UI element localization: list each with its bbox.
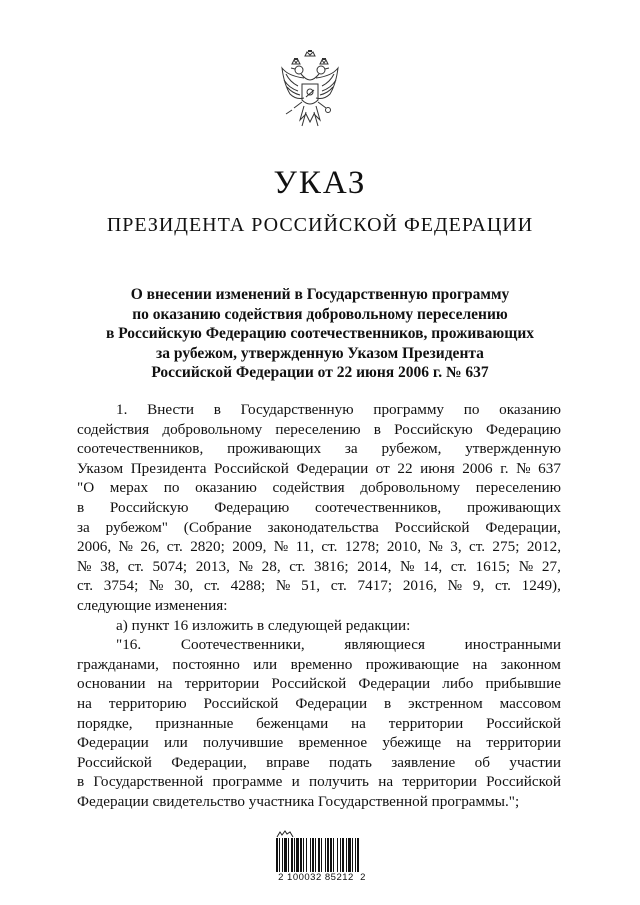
body-line: соотечественников, проживающих за рубежом, утвержденную <box>77 440 561 458</box>
barcode-number: 2 100032 85212 2 <box>278 872 366 883</box>
body-line: основании на территории Российской Федерации либо прибывшие <box>77 675 561 693</box>
body-line: порядке, признанные беженцами на территории Российской <box>77 714 561 732</box>
body-line: в Государственной программе и получить на территории Российской <box>77 773 561 791</box>
heading-line: О внесении изменений в Государственную программу <box>130 286 510 303</box>
barcode-bar <box>346 838 347 872</box>
barcode-bar <box>306 838 307 872</box>
body-line: ст. 3754; № 30, ст. 4288; № 51, ст. 7417; 2016, № 9, ст. 1249), <box>77 577 561 595</box>
scanner-mark-icon <box>276 830 294 838</box>
barcode-bar <box>300 838 302 872</box>
barcode-bar <box>310 838 311 872</box>
decree-body <box>77 400 561 811</box>
body-line: гражданами, постоянно или временно проживающие на законном <box>77 655 561 673</box>
body-line: Российской Федерации, вправе подать заявление об участии <box>77 753 561 771</box>
barcode-bar <box>327 838 329 872</box>
body-line: следующие изменения: <box>77 596 228 614</box>
barcode-bar <box>294 838 295 872</box>
body-line: содействия добровольному переселению в Российскую Федерацию <box>77 420 561 438</box>
barcode-bar <box>342 838 344 872</box>
barcode-bar <box>296 838 299 872</box>
body-line: на территорию Российской Федерации в экстренном массовом <box>77 694 561 712</box>
body-line: Федерации свидетельство участника Государственной программы."; <box>77 792 520 810</box>
barcode-bar <box>276 838 278 872</box>
body-line: № 38, ст. 5074; 2013, № 28, ст. 3816; 2014, № 14, ст. 1615; № 27, <box>77 557 561 575</box>
barcode-bar <box>318 838 320 872</box>
barcode-bar <box>321 838 322 872</box>
barcode-bar <box>337 838 338 872</box>
barcode-bar <box>312 838 314 872</box>
barcode-bar <box>330 838 332 872</box>
body-line: Указом Президента Российской Федерации от 22 июня 2006 г. № 637 <box>77 459 561 477</box>
barcode-bar <box>291 838 293 872</box>
barcode <box>276 838 370 872</box>
barcode-bar <box>355 838 356 872</box>
barcode-bar <box>279 838 280 872</box>
body-line: 2006, № 26, ст. 2820; 2009, № 11, ст. 1278; 2010, № 3, ст. 275; 2012, <box>77 538 561 556</box>
barcode-bar <box>315 838 316 872</box>
body-line: 1. Внести в Государственную программу по оказанию <box>116 401 561 418</box>
decree-subtitle: ПРЕЗИДЕНТА РОССИЙСКОЙ ФЕДЕРАЦИИ <box>106 214 534 236</box>
heading-line: по оказанию содействия добровольному переселению <box>132 305 508 323</box>
decree-title: УКАЗ <box>273 165 367 201</box>
barcode-bar <box>333 838 334 872</box>
decree-heading <box>70 285 570 383</box>
coat-of-arms-icon <box>278 50 342 142</box>
barcode-bar <box>303 838 304 872</box>
barcode-bar <box>352 838 353 872</box>
heading-line: Российской Федерации от 22 июня 2006 г. № 637 <box>151 364 489 381</box>
barcode-bar <box>348 838 351 872</box>
body-line: "О мерах по оказанию содействия добровольному переселению <box>77 479 561 497</box>
body-line: "16. Соотечественники, являющиеся иностранными <box>116 636 561 654</box>
barcode-bar <box>288 838 289 872</box>
body-line: Федерации или получившие временное убежище на территории <box>77 734 561 752</box>
heading-line: за рубежом, утвержденную Указом Президента <box>156 344 484 362</box>
barcode-bar <box>325 838 326 872</box>
barcode-bar <box>357 838 359 872</box>
body-line: а) пункт 16 изложить в следующей редакции: <box>116 616 411 634</box>
body-line: в Российскую Федерацию соотечественников, проживающих <box>77 498 561 516</box>
barcode-bar <box>340 838 341 872</box>
heading-line: в Российскую Федерацию соотечественников, проживающих <box>105 325 535 342</box>
barcode-bar <box>284 838 287 872</box>
body-line: за рубежом" (Собрание законодательства Российской Федерации, <box>77 518 561 536</box>
barcode-bar <box>282 838 283 872</box>
